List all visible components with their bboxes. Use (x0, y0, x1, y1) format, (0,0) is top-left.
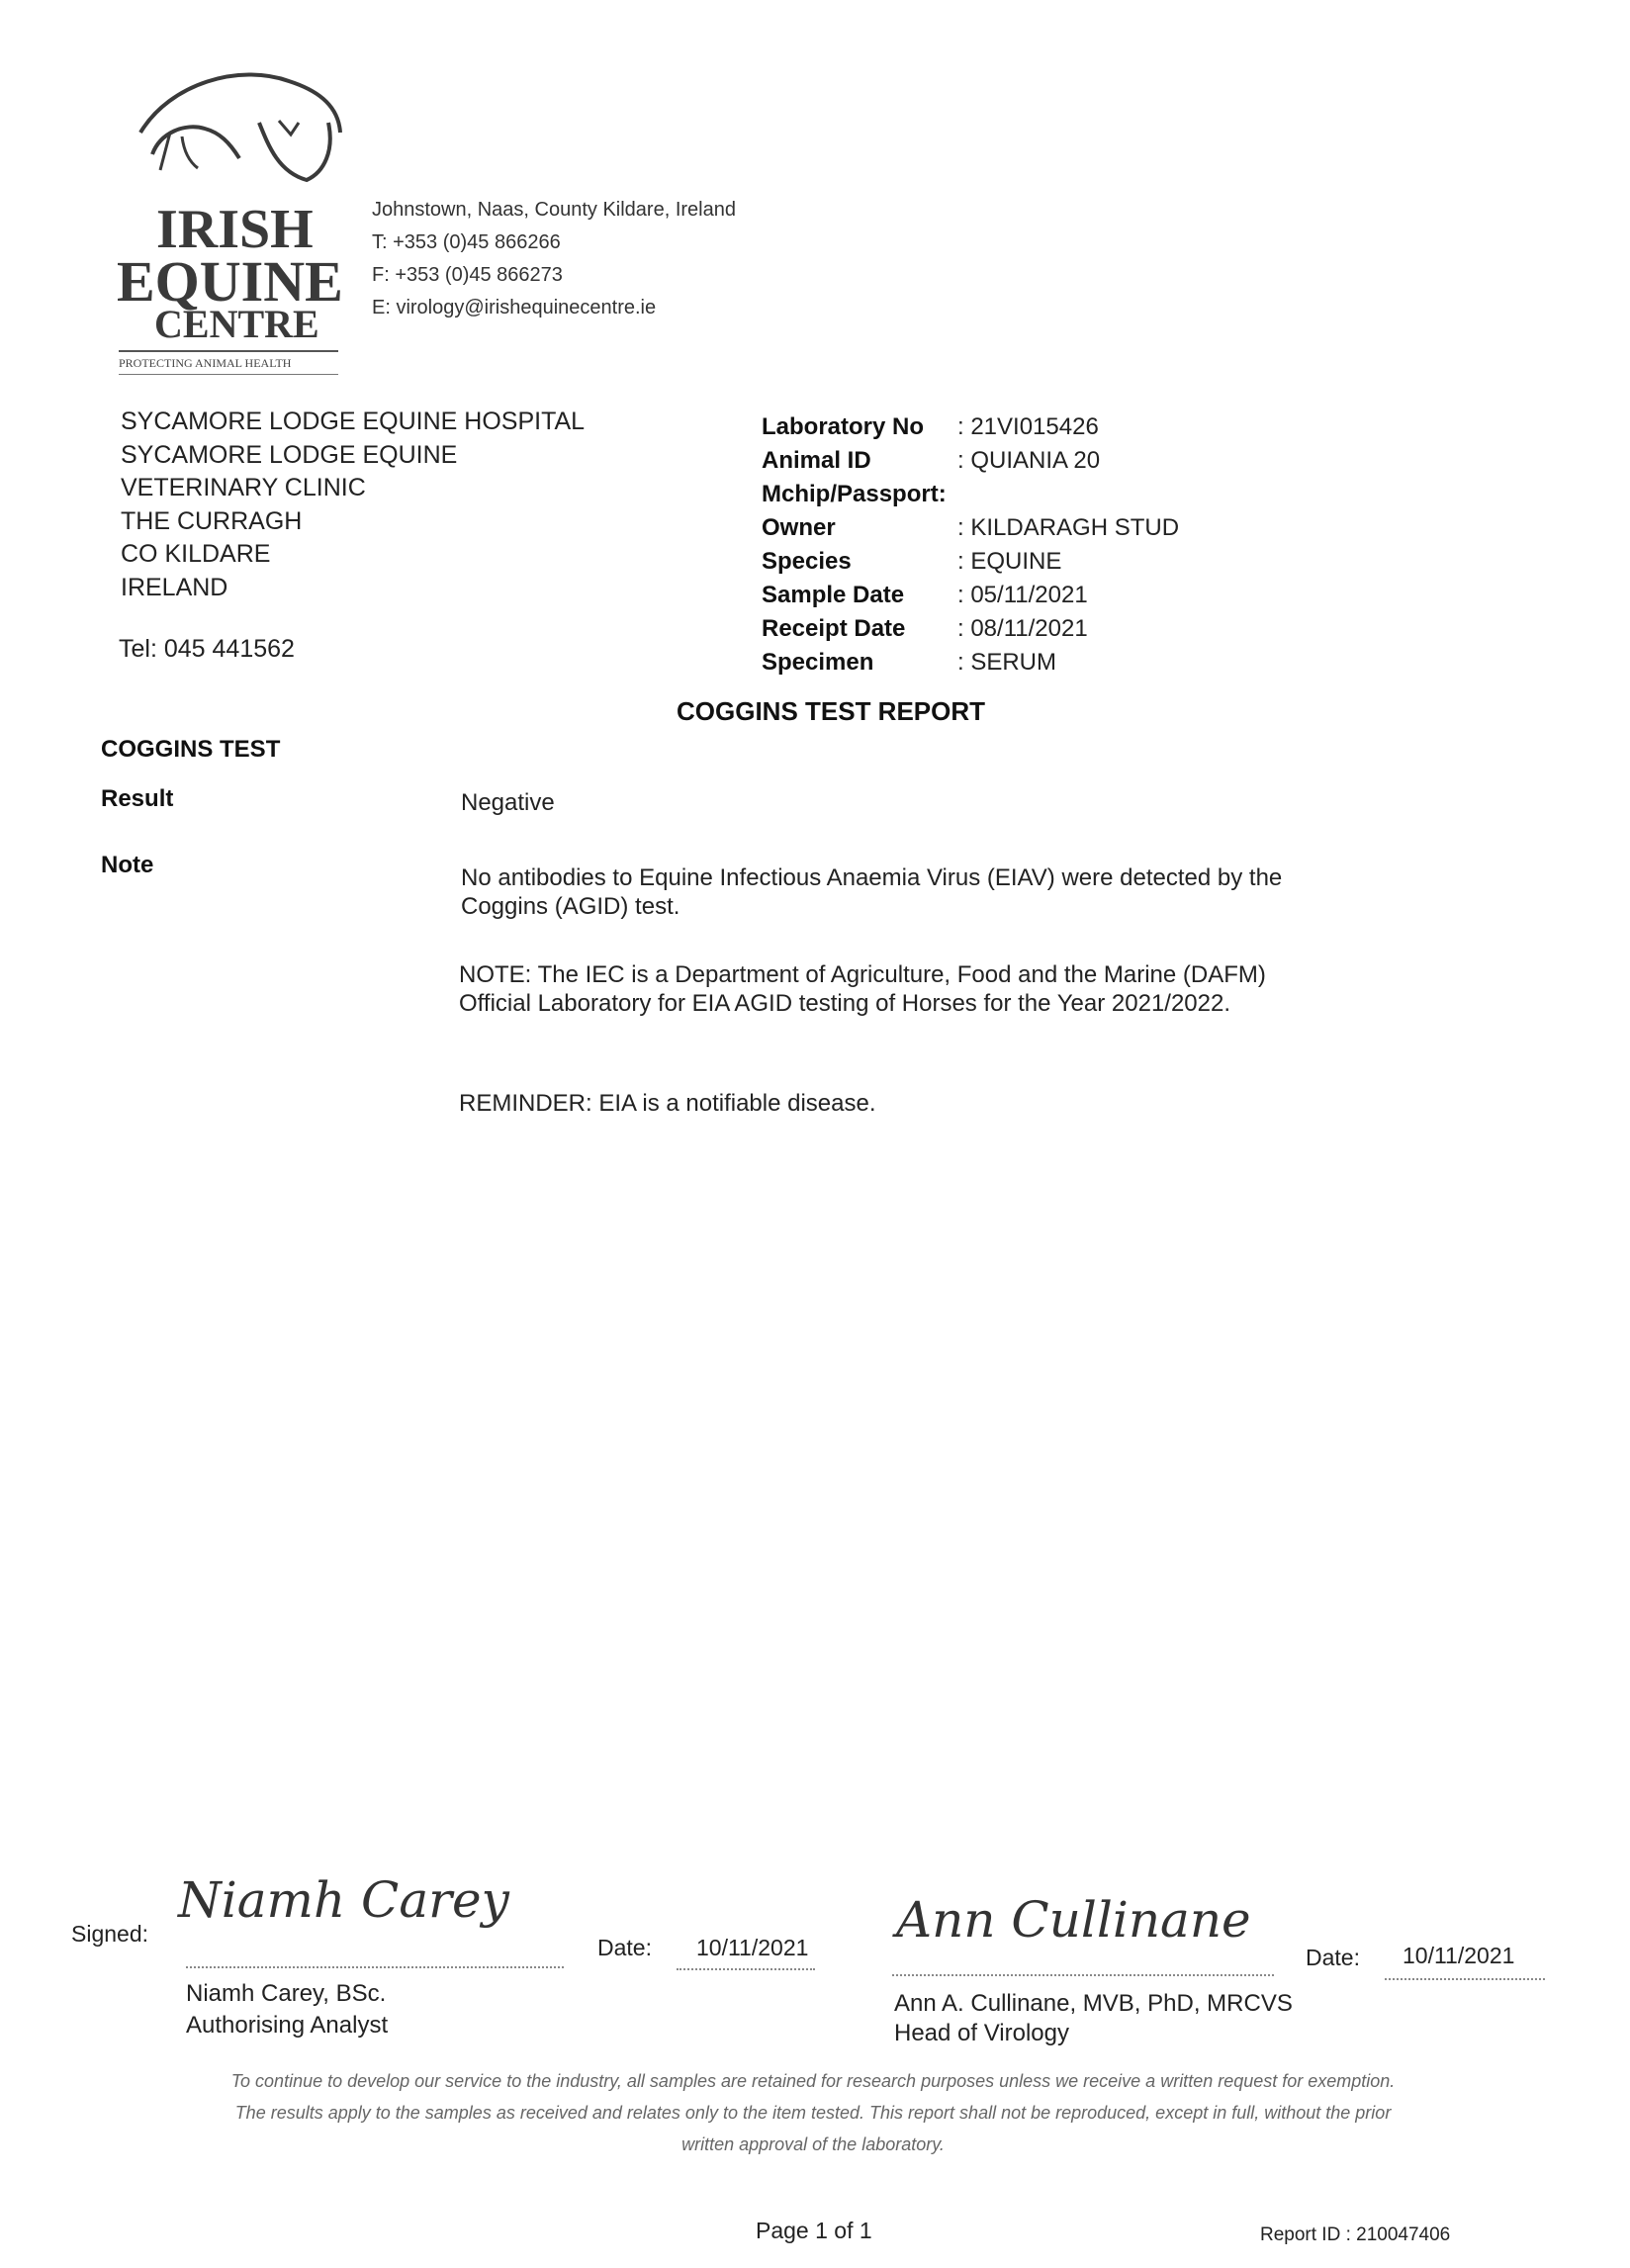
right-date-label: Date: (1306, 1945, 1360, 1970)
result-value: Negative (461, 789, 555, 816)
footer-line: The results apply to the samples as received and relates only to the item tested. This report shall not be reproduced, except in full, without the prior (234, 2103, 1392, 2123)
test-heading: COGGINS TEST (101, 736, 281, 763)
result-label: Result (101, 785, 174, 812)
signature-ann-cullinane: Ann Cullinane (896, 1891, 1251, 1949)
logo (111, 63, 348, 380)
detail-value: : 05/11/2021 (957, 582, 1088, 608)
contact-address: Johnstown, Naas, County Kildare, Ireland (372, 199, 736, 221)
page-number: Page 1 of 1 (756, 2218, 872, 2243)
horse-head-logo-icon (131, 63, 348, 192)
detail-label: Receipt Date (762, 615, 906, 642)
report-title: COGGINS TEST REPORT (677, 696, 986, 726)
date-line (677, 1968, 815, 1970)
signed-label: Signed: (71, 1921, 149, 1947)
contact-block (372, 194, 736, 324)
right-signer-title: Head of Virology (894, 2020, 1069, 2046)
contact-email: E: virology@irishequinecentre.ie (372, 297, 657, 318)
note-paragraph: NOTE: The IEC is a Department of Agriculture, Food and the Marine (DAFM) Official Laboratory for EIA AGID testing of Horses for the Year 2021/2022. (459, 961, 1266, 1017)
detail-label: Species (762, 548, 852, 575)
detail-label: Animal ID (762, 447, 871, 474)
note-paragraph: REMINDER: EIA is a notifiable disease. (459, 1090, 876, 1117)
detail-label: Sample Date (762, 582, 905, 608)
details-table (762, 413, 1276, 680)
signature-niamh-carey: Niamh Carey (178, 1871, 509, 1929)
left-date-label: Date: (597, 1935, 652, 1960)
logo-divider (119, 350, 338, 352)
detail-value: : EQUINE (957, 548, 1062, 575)
detail-value: : KILDARAGH STUD (957, 514, 1180, 541)
logo-line-equine: EQUINE (117, 249, 343, 314)
detail-value: : SERUM (957, 649, 1057, 676)
detail-value: : 08/11/2021 (957, 615, 1088, 642)
recipient-line: SYCAMORE LODGE EQUINE (121, 440, 458, 469)
footer-line: written approval of the laboratory. (681, 2134, 945, 2154)
recipient-address (121, 406, 585, 604)
footer-line: To continue to develop our service to the industry, all samples are retained for research purposes unless we receive a written request for exemption. (230, 2071, 1396, 2091)
left-signer-name: Niamh Carey, BSc. (186, 1980, 387, 2007)
report-id: Report ID : 210047406 (1260, 2224, 1451, 2245)
logo-tagline: PROTECTING ANIMAL HEALTH (119, 356, 292, 370)
logo-line-centre: CENTRE (154, 302, 319, 346)
detail-label: Owner (762, 514, 836, 541)
recipient-line: VETERINARY CLINIC (121, 474, 366, 501)
left-signer-title: Authorising Analyst (186, 2012, 389, 2039)
date-line (1385, 1978, 1545, 1980)
detail-value: : QUIANIA 20 (957, 447, 1101, 474)
recipient-line: IRELAND (121, 573, 228, 601)
contact-phone: T: +353 (0)45 866266 (372, 231, 561, 253)
contact-fax: F: +353 (0)45 866273 (372, 264, 563, 286)
note-paragraph: No antibodies to Equine Infectious Anaemia Virus (EIAV) were detected by the Coggins (AGID) test. (461, 864, 1283, 920)
signature-line (892, 1974, 1274, 1976)
recipient-tel: Tel: 045 441562 (119, 635, 295, 663)
signature-line (186, 1966, 564, 1968)
logo-line-irish: IRISH (156, 199, 314, 260)
recipient-line: SYCAMORE LODGE EQUINE HOSPITAL (121, 408, 586, 435)
detail-value: : 21VI015426 (957, 413, 1099, 440)
detail-label: Laboratory No (762, 413, 925, 440)
footer-disclaimer (170, 2065, 1456, 2160)
left-date: 10/11/2021 (696, 1935, 809, 1960)
right-date: 10/11/2021 (1403, 1943, 1515, 1968)
right-signer-name: Ann A. Cullinane, MVB, PhD, MRCVS (894, 1990, 1293, 2017)
detail-label: Mchip/Passport: (762, 481, 947, 507)
note-label: Note (101, 852, 154, 878)
recipient-line: CO KILDARE (121, 540, 271, 568)
detail-label: Specimen (762, 649, 874, 676)
recipient-line: THE CURRAGH (121, 506, 303, 535)
